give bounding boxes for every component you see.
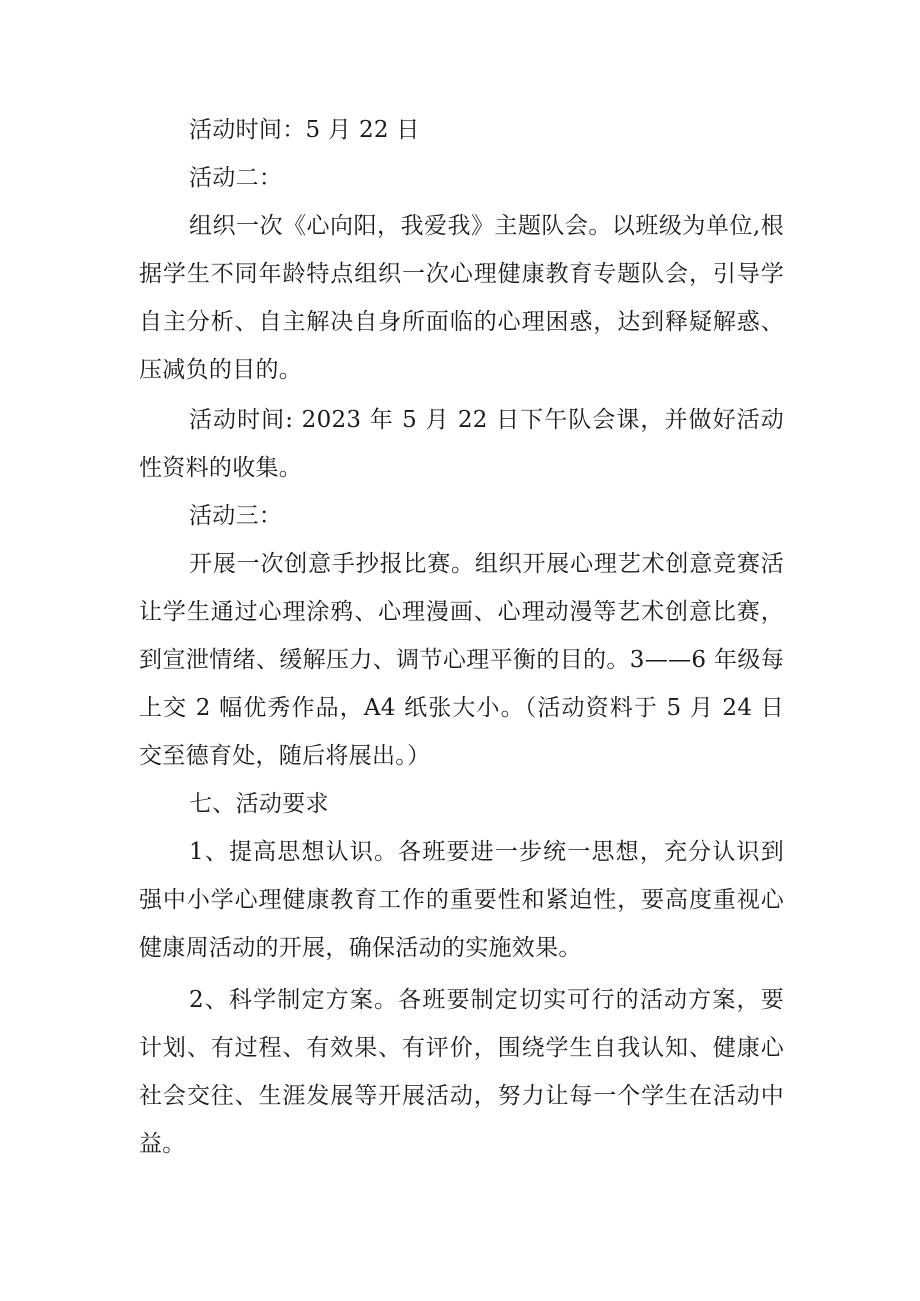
paragraph-line: 上交 2 幅优秀作品，A4 纸张大小。（活动资料于 5 月 24 日 bbox=[139, 695, 784, 721]
paragraph-line: 开展一次创意手抄报比赛。组织开展心理艺术创意竞赛活 bbox=[189, 551, 784, 577]
paragraph-line: 活动时间: 2023 年 5 月 22 日下午队会课，并做好活动 bbox=[189, 407, 784, 433]
paragraph-line: 据学生不同年龄特点组织一次心理健康教育专题队会，引导学 bbox=[139, 261, 784, 287]
activity-time-line: 活动时间：5 月 22 日 bbox=[189, 117, 420, 143]
paragraph-line: 社会交往、生涯发展等开展活动，努力让每一个学生在活动中 bbox=[139, 1083, 784, 1109]
paragraph-line: 计划、有过程、有效果、有评价，围绕学生自我认知、健康心 bbox=[139, 1035, 784, 1061]
paragraph-line: 1、提高思想认识。各班要进一步统一思想，充分认识到 bbox=[189, 839, 784, 865]
paragraph-line: 益。 bbox=[139, 1131, 186, 1157]
activity-two-heading: 活动二： bbox=[189, 165, 283, 191]
paragraph-line: 组织一次《心向阳，我爱我》主题队会。以班级为单位,根 bbox=[189, 213, 784, 239]
section-heading: 七、活动要求 bbox=[189, 791, 329, 817]
paragraph-line: 压减负的目的。 bbox=[139, 357, 303, 383]
paragraph-line: 2、科学制定方案。各班要制定切实可行的活动方案，要 bbox=[189, 987, 784, 1013]
paragraph-line: 让学生通过心理涂鸦、心理漫画、心理动漫等艺术创意比赛， bbox=[139, 599, 784, 625]
paragraph-line: 强中小学心理健康教育工作的重要性和紧迫性，要高度重视心 bbox=[139, 887, 784, 913]
activity-three-heading: 活动三： bbox=[189, 503, 283, 529]
paragraph-line: 性资料的收集。 bbox=[139, 455, 303, 481]
paragraph-line: 自主分析、自主解决自身所面临的心理困惑，达到释疑解惑、 bbox=[139, 309, 784, 335]
paragraph-line: 交至德育处，随后将展出。） bbox=[139, 743, 431, 769]
paragraph-line: 到宣泄情绪、缓解压力、调节心理平衡的目的。3——6 年级每 bbox=[139, 647, 784, 673]
paragraph-line: 健康周活动的开展，确保活动的实施效果。 bbox=[139, 935, 582, 961]
